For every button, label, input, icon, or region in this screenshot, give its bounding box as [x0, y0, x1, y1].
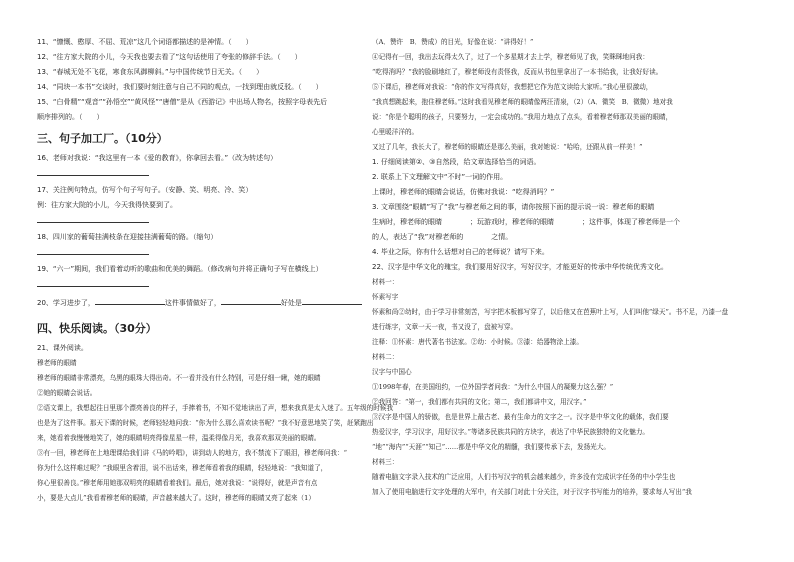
material-2-text: ①1998年春，在美国纽约，一位外国学者问我：“为什么中国人的凝聚力这么强？” [372, 383, 614, 391]
material-2-text: ③汉字是中国人的骄傲，也是世界上最古老、最有生命力的文字之一。汉字是中华文化的载体，我们要 [372, 413, 669, 421]
material-2-subtitle: 汉字与中国心 [372, 368, 412, 376]
story-para: 穆老师的眼睛非常漂亮，乌黑的眼珠大得出奇。不一看并没有什么特别，可是仔细一瞅，她的眼睛 [37, 374, 321, 382]
story-para: 小，要是大点儿”我看着穆老师的眼睛，声音越来越大了。这时，穆老师的眼睛又亮了起来（1） [37, 494, 315, 502]
story-cont: 心里暖洋洋的。 [372, 128, 686, 136]
material-1-notes: 注释：①怀素：唐代著名书法家。②幼：小时候。③漆：给器物涂上漆。 [372, 338, 583, 346]
story-para: 你为什么这样难过呢？”我眼里含着泪，说不出话来，穆老师看着我的眼睛，轻轻地说：“我知道了， [37, 464, 328, 472]
material-3-text: 随着电脑文字录入技术的广泛应用，人们书写汉字的机会越来越少，许多没有完成识字任务的中小学生也 [372, 473, 676, 481]
story-cont: “我真想跳起来，抱住穆老师。”这时我看见穆老师的眼睛像两汪清泉，（2）（A．微笑 B．微微）地对我 [372, 98, 673, 106]
judge-item-11: 11、“慷慨、憨厚、不屈、荒凉”这几个词语都描述的是神情。（ ） [37, 38, 253, 46]
question-20-prefix: 20、学习进步了， [37, 299, 95, 307]
reading-question-2: 2. 联系上下文理解文中“不时”一词的作用。 [372, 173, 508, 181]
answer-line-17[interactable] [37, 214, 149, 223]
story-cont: 又过了几年，我长大了，穆老师的眼睛还是那么美丽，我对她说：“哈哈，还跟从前一样美！” [372, 143, 643, 151]
material-1-text: 进行练字，文章一天一夜，书又没了，盘被写穿。 [372, 323, 518, 331]
blank-20b[interactable] [221, 297, 281, 305]
question-21: 21、课外阅读。 [37, 344, 88, 352]
judge-item-13: 13、“春城无处不飞花，寒食东风御柳斜。”与中国传统节日无关。（ ） [37, 68, 264, 76]
answer-line-19[interactable] [37, 278, 149, 287]
material-1-text: 怀素和尚②幼时，由于学习非常刻苦，写字把木板都写穿了，以后他又在芭蕉叶上写，人们叫他“绿天”。书不足，乃漆一盘 [372, 308, 729, 316]
judge-item-15: 15、“白骨精”“观音”“孙悟空”“黄风怪”“唐僧”是从《西游记》中出场人物名，按照字母表先后 [37, 98, 328, 106]
story-para: 也是为了这件事。那天下课的时候，老师轻轻地问我：“你为什么那么喜欢读书呢？”我不好意思地笑了笑，赶紧跑出 [37, 419, 374, 427]
story-cont: ④记得有一回，我出去玩得太久了，过了一个多星期才去上学，穆老师见了我，笑眯眯地问我： [372, 53, 649, 61]
reading-question-1: 1. 仔细阅读第②、③自然段，给文章选择恰当的词语。 [372, 158, 541, 166]
story-para: 来，她看着我慢慢地笑了，她的眼睛明亮得像星星一样，温柔得像月光，我喜欢那双美丽的眼睛。 [37, 434, 321, 442]
material-2-text: 热爱汉字，学习汉字，用好汉字。”等诸多民族共同的方块字，表达了中华民族独特的文化魅力。 [372, 428, 650, 436]
question-16: 16、老师对我说：“我这里有一本《爱的教育》，你拿回去看。”（改为转述句） [37, 154, 278, 162]
story-cont: （A．赞许 B．赞成）的目光，好像在说：“讲得好！” [372, 38, 534, 46]
question-17-example: 例：往方家大院的小儿，今天我得快要到了。 [37, 201, 177, 209]
reading-question-4: 4. 毕业之际，你有什么话想对自己的老师说？请写下来。 [372, 248, 549, 256]
story-cont: “吃得消吗？”我的脸刷地红了，穆老师没有责怪我，反而从书包里拿出了一本书给我，让我好好读。 [372, 68, 663, 76]
story-cont: 说：“你是个聪明的孩子，只要努力，一定会成功的。”我用力地点了点头，看着穆老师那双美丽的眼睛， [372, 113, 673, 121]
question-22: 22、汉字是中华文化的瑰宝，我们要用好汉字，写好汉字，才能更好的传承中华传统优秀文化。 [372, 263, 668, 271]
material-2-text: “地”“海内”“天涯”“知己”……都是中华文化的精髓，我们要传承下去，发扬光大。 [372, 443, 610, 451]
story-cont: ⑤下课后，穆老师对我说：“你的作文写得真好，我想把它作为范文读给大家听。”我心里很激动， [372, 83, 653, 91]
right-column [372, 38, 760, 497]
material-3-title: 材料三： [372, 458, 399, 466]
story-para: ②语文课上，我想起往日里那个漂亮善良的样子，手捧着书，不知不觉地读出了声，想来我真是太入迷了。五年级的时候我 [37, 404, 394, 412]
question-18: 18、四川家的葡萄挂满枝条在迎接挂满葡萄的路。（缩句） [37, 233, 218, 241]
story-title: 穆老师的眼睛 [37, 359, 77, 367]
question-19: 19、“六一”期间，我们看着动听的歌曲和优美的舞蹈。（修改病句并将正确句子写在横线上） [37, 265, 323, 273]
judge-item-15-cont: 顺序排列的。（ ） [37, 113, 104, 121]
question-17: 17、关注例句特点，仿写个句子写句子。（安静、笑、明亮、冷、笑） [37, 186, 253, 194]
judge-item-12: 12、“往方家大院的小儿，今天我也要去看了”这句话使用了夸张的修辞手法。（ ） [37, 53, 302, 61]
story-para: ③有一回，穆老师在上地理课给我们讲《马的吟唱》，讲到动人的地方，我不禁流下了眼泪，穆老师问我：“ [37, 449, 347, 457]
material-2-title: 材料二： [372, 353, 399, 361]
section-3-title: 三、句子加工厂。（10分） [37, 132, 168, 145]
blank-20c[interactable] [302, 297, 362, 305]
material-3-text: 加入了使用电脑进行文字处理的大军中，有关部门对此十分关注，对于汉字书写能力的培养，要求每人写出“我 [372, 488, 692, 496]
material-2-text: ②我回答：“第一，我们都有共同的文化；第二，我们都讲中文，用汉字。” [372, 398, 587, 406]
story-para: ②她的眼睛会说话。 [37, 389, 97, 397]
reading-question-3: 3. 文章围绕“眼睛”写了“我”与穆老师之间的事，请你按照下面的提示说一说：穆老师的眼睛 [372, 203, 655, 211]
section-4-title: 四、快乐阅读。（30分） [37, 322, 157, 335]
reading-question-3-end: 的人，表达了“我”对穆老师的 之情。 [372, 233, 513, 241]
material-1-subtitle: 怀素写字 [372, 293, 399, 301]
question-20-suffix: 好处是 [280, 299, 302, 307]
reading-question-3-cont: 生病时，穆老师的眼睛 ；玩游戏时，穆老师的眼睛 ；这件事，体现了穆老师是一个 [372, 218, 680, 226]
question-20-mid: 这件事情做好了， [164, 299, 221, 307]
question-20 [37, 297, 357, 308]
answer-line-16[interactable] [37, 167, 149, 176]
judge-item-14: 14、“同块一本书”交谈时，我们要时刻注意与自己不同的观点，一找到理由就反驳。（ ） [37, 83, 323, 91]
story-para: 你心里很善良。”穆老师用她那双明亮的眼睛看着我们。最后，她对我说：“说得好，就是声音有点 [37, 479, 318, 487]
reading-question-2-sentence: 上课时，穆老师的眼睛会说话，仿佛对我说：“吃得消吗？” [372, 188, 555, 196]
answer-line-18[interactable] [37, 246, 149, 255]
material-1-title: 材料一： [372, 278, 399, 286]
blank-20a[interactable] [95, 297, 165, 305]
